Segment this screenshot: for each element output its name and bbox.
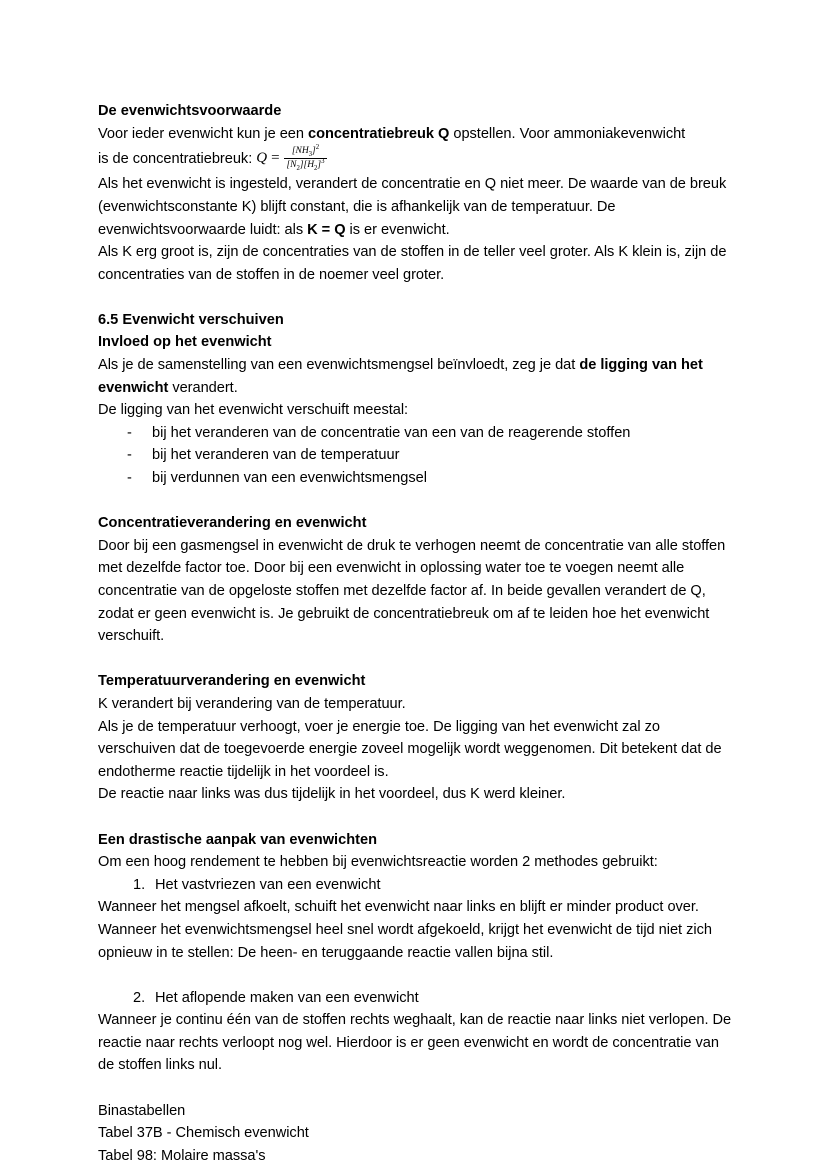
text-run: Als het evenwicht is ingesteld, verandert de concentratie en Q niet meer. De waarde van de breuk (evenwichtsconstante K) blijft constant, die is afhankelijk van de temperatuur. De evenwichtsvoorwaarde luidt: als — [98, 176, 727, 238]
numerator-superscript: 2 — [315, 144, 320, 152]
section-drastische-aanpak — [98, 829, 732, 1078]
denominator-first-subscript: 2 — [296, 165, 300, 173]
binastabellen-heading: Binastabellen — [98, 1102, 186, 1119]
paragraph-vastvriezen: Wanneer het mengsel afkoelt, schuift het evenwicht naar links en blijft er minder product over. Wanneer het evenwichtsmengsel heel snel wordt afgekoeld, krijgt het evenwicht de tijd niet zich opnieuw in te stellen: De heen- en teruggaande reactie vallen bijna stil. — [98, 899, 712, 961]
section-heading-drastische-aanpak: Een drastische aanpak van evenwichten — [98, 831, 378, 848]
bold-run-ligging-van-het-evenwicht: de ligging van het evenwicht — [98, 357, 703, 396]
document-content — [98, 100, 732, 1167]
numerator-subscript: 3 — [308, 151, 313, 159]
paragraph-formula-line — [98, 145, 732, 173]
section-concentratieverandering — [98, 512, 732, 648]
list-verschuiving-oorzaken — [98, 422, 732, 490]
section-evenwicht-verschuiven — [98, 309, 732, 490]
formula-equals: = — [271, 150, 280, 167]
denominator-second-close: ] — [317, 160, 322, 171]
text-run: is er evenwicht. — [345, 221, 450, 238]
denominator-first-base: [N — [286, 160, 297, 171]
numbered-item-label: Het vastvriezen van een evenwicht — [155, 876, 381, 893]
paragraph-verschuift-meestal: De ligging van het evenwicht verschuift meestal: — [98, 402, 409, 419]
section-binastabellen — [98, 1100, 732, 1168]
paragraph-k-verandert: K verandert bij verandering van de temperatuur. — [98, 695, 406, 712]
binastabellen-line-1: Tabel 37B - Chemisch evenwicht — [98, 1125, 309, 1142]
number-marker-2: 2. — [133, 989, 146, 1006]
text-run: Als je de samenstelling van een evenwichtsmengsel beïnvloedt, zeg je dat — [98, 357, 580, 374]
formula-lhs: Q — [256, 150, 268, 167]
numbered-item-2 — [98, 987, 732, 1010]
spacer — [98, 806, 732, 829]
section-heading-temperatuurverandering: Temperatuurverandering en evenwicht — [98, 673, 366, 690]
spacer — [98, 648, 732, 671]
list-item — [98, 444, 732, 467]
bold-run-k-is-q: K = Q — [307, 221, 346, 238]
text-run: is de concentratiebreuk: — [98, 151, 257, 168]
list-item-label: bij het veranderen van de concentratie van een van de reagerende stoffen — [152, 424, 631, 441]
paragraph-concentratiebreuk-intro — [98, 123, 732, 146]
spacer — [98, 964, 732, 987]
bold-run-concentratiebreuk-q: concentratiebreuk Q — [307, 125, 450, 142]
spacer — [98, 490, 732, 513]
numbered-item-1 — [98, 874, 732, 897]
formula-fraction — [284, 146, 328, 171]
dash-marker-icon: - — [127, 447, 132, 464]
list-item — [98, 467, 732, 490]
spacer — [98, 1077, 732, 1100]
dash-marker-icon: - — [127, 470, 132, 487]
list-item-label: bij verdunnen van een evenwichtsmengsel — [152, 470, 428, 487]
list-item-label: bij het veranderen van de temperatuur — [152, 447, 400, 464]
paragraph-reactie-naar-links: De reactie naar links was dus tijdelijk in het voordeel, dus K werd kleiner. — [98, 786, 566, 803]
paragraph-samenstelling-beinvloedt — [98, 354, 732, 399]
numerator-close: ] — [312, 146, 316, 157]
spacer — [98, 286, 732, 309]
section-heading-evenwichtsvoorwaarde: De evenwichtsvoorwaarde — [98, 103, 282, 119]
text-run: verandert. — [168, 379, 238, 396]
paragraph-temperatuur-verhogen: Als je de temperatuur verhoogt, voer je energie toe. De ligging van het evenwicht zal zo verschuiven dat de toegevoerde energie zoveel mogelijk wordt weggenomen. Dit betekent dat de endotherme reactie tijdelijk in het voordeel is. — [98, 718, 722, 780]
section-heading-6-5: 6.5 Evenwicht verschuiven — [98, 311, 284, 328]
denominator-superscript: 3 — [321, 158, 325, 166]
formula-concentratiebreuk-q — [256, 144, 327, 172]
formula-denominator — [284, 158, 328, 171]
paragraph-aflopende-maken: Wanneer je continu één van de stoffen rechts weghaalt, kan de reactie naar links niet verlopen. De reactie naar rechts verloopt nog wel. Hierdoor is er geen evenwicht en wordt de concentratie van de stoffen links nul. — [98, 1012, 732, 1074]
paragraph-evenwichtsvoorwaarde-luidt — [98, 173, 732, 241]
number-marker-1: 1. — [133, 876, 146, 893]
paragraph-k-groot-klein: Als K erg groot is, zijn de concentraties van de stoffen in de teller veel groter. Als K klein is, zijn de concentraties van de stoffen in de noemer veel groter. — [98, 244, 727, 283]
subheading-invloed-op-het-evenwicht: Invloed op het evenwicht — [98, 334, 272, 351]
formula-numerator — [284, 146, 328, 158]
numerator-base: [NH — [291, 146, 309, 157]
denominator-first-close: ] — [299, 160, 304, 171]
paragraph-concentratieverandering: Door bij een gasmengsel in evenwicht de druk te verhogen neemt de concentratie van alle stoffen met dezelfde factor toe. Door bij een evenwicht in oplossing water toe te voegen neemt alle concentratie van de opgeloste stoffen met dezelfde factor af. In beide gevallen verandert de Q, zodat er geen evenwicht is. Je gebruikt de concentratiebreuk om af te leiden hoe het evenwicht verschuift. — [98, 537, 726, 645]
text-run: Voor ieder evenwicht kun je een — [98, 125, 308, 142]
dash-marker-icon: - — [127, 424, 132, 441]
section-heading-concentratieverandering: Concentratieverandering en evenwicht — [98, 515, 367, 532]
list-item — [98, 422, 732, 445]
paragraph-methodes-intro: Om een hoog rendement te hebben bij evenwichtsreactie worden 2 methodes gebruikt: — [98, 854, 658, 871]
denominator-second-base: [H — [303, 160, 315, 171]
section-evenwichtsvoorwaarde — [98, 100, 732, 286]
numbered-item-label: Het aflopende maken van een evenwicht — [155, 989, 419, 1006]
denominator-second-subscript: 2 — [314, 165, 318, 173]
binastabellen-line-2: Tabel 98: Molaire massa's — [98, 1147, 266, 1164]
text-run: opstellen. Voor ammoniakevenwicht — [449, 125, 686, 142]
section-temperatuurverandering — [98, 670, 732, 806]
